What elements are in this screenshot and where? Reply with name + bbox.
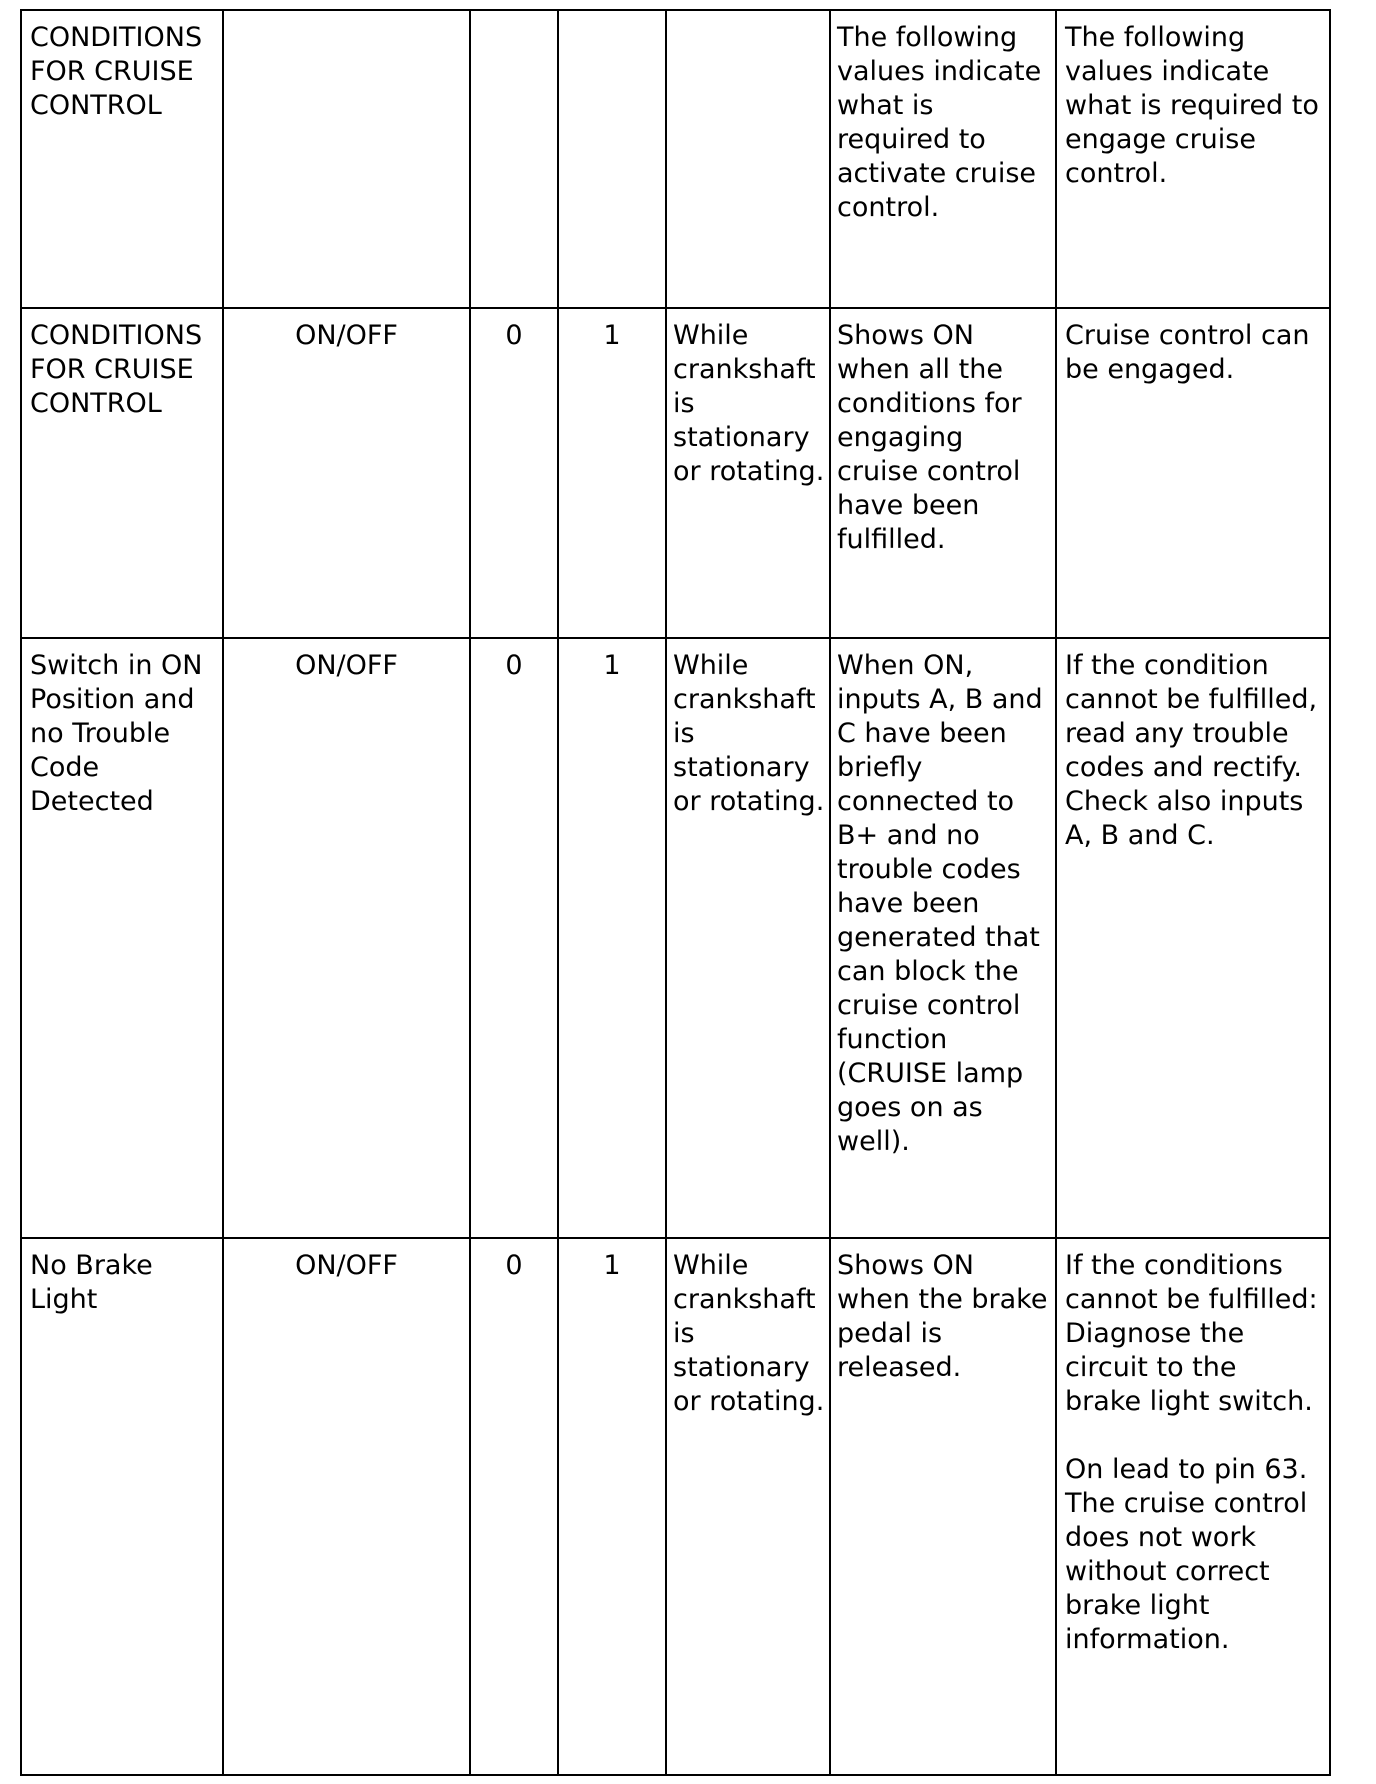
description-cell: The following values indicate what is required to activate cruise control. <box>830 10 1056 308</box>
max-value-cell <box>558 10 666 308</box>
parameter-name-cell: CONDITIONS FOR CRUISE CONTROL <box>21 308 223 638</box>
min-value-cell: 0 <box>470 308 558 638</box>
max-value-cell: 1 <box>558 308 666 638</box>
min-value-cell <box>470 10 558 308</box>
action-text: On lead to pin 63. The cruise control does not work without correct brake light information. <box>1065 1454 1308 1655</box>
action-text: The following values indicate what is required to engage cruise control. <box>1065 22 1319 189</box>
cruise-control-conditions-table <box>20 9 1331 1776</box>
condition-cell: While crankshaft is stationary or rotating. <box>666 1238 830 1775</box>
action-cell <box>1056 308 1330 638</box>
action-text: If the conditions cannot be fulfilled: Diagnose the circuit to the brake light switch. <box>1065 1250 1318 1417</box>
condition-cell: While crankshaft is stationary or rotating. <box>666 638 830 1238</box>
parameter-name-cell: No Brake Light <box>21 1238 223 1775</box>
table-row <box>21 638 1330 1238</box>
table-row <box>21 10 1330 308</box>
unit-cell: ON/OFF <box>223 638 470 1238</box>
min-value-cell: 0 <box>470 638 558 1238</box>
action-cell <box>1056 10 1330 308</box>
condition-cell: While crankshaft is stationary or rotating. <box>666 308 830 638</box>
max-value-cell: 1 <box>558 1238 666 1775</box>
unit-cell: ON/OFF <box>223 1238 470 1775</box>
table-row <box>21 1238 1330 1775</box>
parameter-name-cell: Switch in ON Position and no Trouble Code Detected <box>21 638 223 1238</box>
table-row <box>21 308 1330 638</box>
parameter-name-cell: CONDITIONS FOR CRUISE CONTROL <box>21 10 223 308</box>
description-cell: Shows ON when all the conditions for engaging cruise control have been fulfilled. <box>830 308 1056 638</box>
min-value-cell: 0 <box>470 1238 558 1775</box>
description-cell: Shows ON when the brake pedal is released. <box>830 1238 1056 1775</box>
max-value-cell: 1 <box>558 638 666 1238</box>
condition-cell <box>666 10 830 308</box>
action-cell <box>1056 638 1330 1238</box>
unit-cell: ON/OFF <box>223 308 470 638</box>
action-text: Cruise control can be engaged. <box>1065 320 1310 385</box>
action-text: If the condition cannot be fulfilled, read any trouble codes and rectify. Check also inputs A, B and C. <box>1065 650 1318 851</box>
action-cell <box>1056 1238 1330 1775</box>
unit-cell <box>223 10 470 308</box>
description-cell: When ON, inputs A, B and C have been briefly connected to B+ and no trouble codes have been generated that can block the cruise control function (CRUISE lamp goes on as well). <box>830 638 1056 1238</box>
